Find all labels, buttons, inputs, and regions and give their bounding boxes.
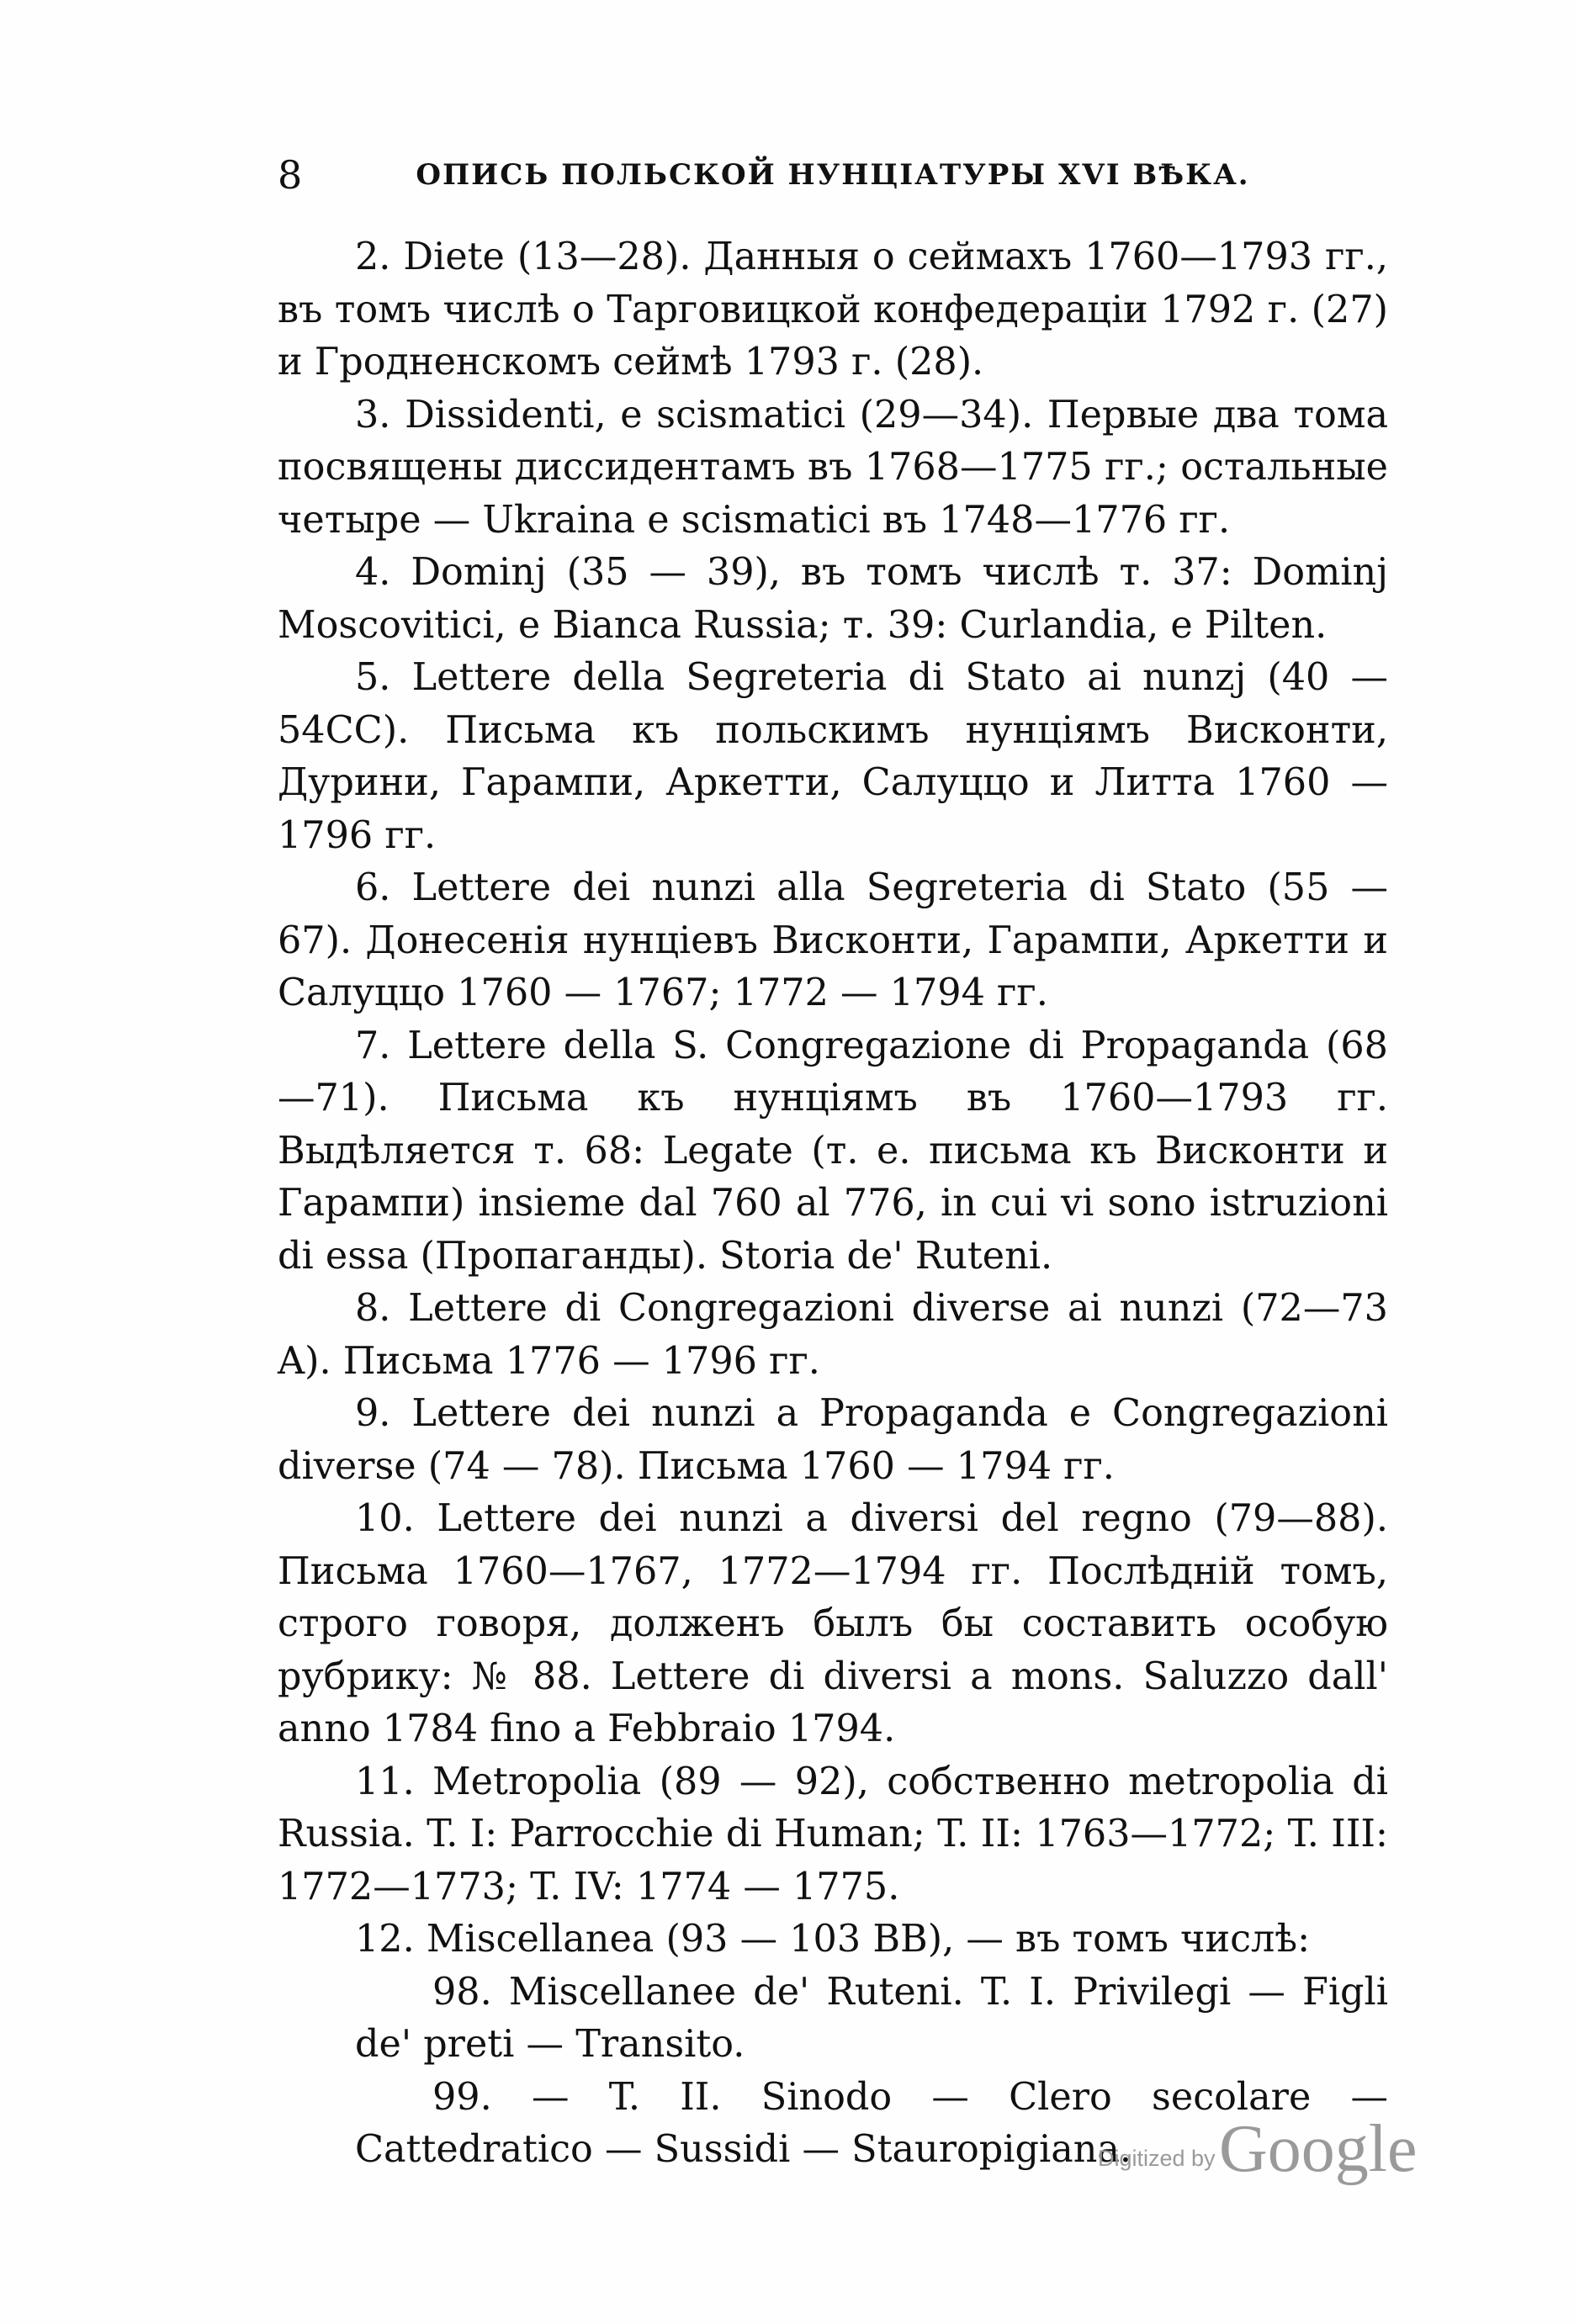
paragraph-9: 9. Lettere dei nunzi a Propaganda e Congregazioni diverse (74 — 78). Письма 1760 — 1794 гг. xyxy=(278,1392,1388,1488)
paragraph-8: 8. Lettere di Congregazioni diverse ai nunzi (72—73 A). Письма 1776 — 1796 гг. xyxy=(278,1287,1388,1383)
paragraph-12: 12. Miscellanea (93 — 103 BB), — въ томъ числѣ: xyxy=(355,1918,1311,1961)
subitem-98: 98. Miscellanee de' Ruteni. T. I. Privilegi — Figli de' preti — Transito. xyxy=(355,1970,1388,2066)
paragraph-5: 5. Lettere della Segreteria di Stato ai nunzj (40 — 54CC). Письма къ польскимъ нунціямъ Висконти, Дурини, Гарампи, Аркетти, Салуццо и Литта 1760 — 1796 гг. xyxy=(278,656,1388,857)
digitized-label: Digitized by xyxy=(1098,2146,1216,2171)
page-header xyxy=(278,150,1388,200)
paragraph-4: 4. Dominj (35 — 39), въ томъ числѣ т. 37: Dominj Moscoviticі, e Bianca Russia; т. 39: Curlandia, e Pilten. xyxy=(278,551,1388,647)
digitized-by-watermark xyxy=(1098,2111,1418,2188)
paragraph-2: 2. Diete (13—28). Данныя о сеймахъ 1760—1793 гг., въ томъ числѣ о Тарговицкой конфедераціи 1792 г. (27) и Гродненскомъ сеймѣ 1793 г. (28). xyxy=(278,236,1388,384)
paragraph-7: 7. Lettere della S. Congregazione di Propaganda (68 —71). Письма къ нунціямъ въ 1760—1793 гг. Выдѣляется т. 68: Legate (т. е. письма къ Висконти и Гарампи) insieme dal 760 al 776, in cui vi sono istruzioni di essa (Пропаганды). Storia de' Ruteni. xyxy=(278,1024,1388,1278)
paragraph-3: 3. Dissidenti, e scismatici (29—34). Первые два тома посвящены диссидентамъ въ 1768—1775 гг.; остальные четыре — Ukraina e scismatici въ 1748—1776 гг. xyxy=(278,393,1388,542)
running-title: ОПИСЬ ПОЛЬСКОЙ НУНЦІАТУРЫ XVI ВѢКА. xyxy=(416,158,1250,192)
page-body xyxy=(278,231,1388,2177)
page-number: 8 xyxy=(278,152,303,198)
paragraph-6: 6. Lettere dei nunzi alla Segreteria di Stato (55 — 67). Донесенія нунціевъ Висконти, Гарампи, Аркетти и Салуццо 1760 — 1767; 1772 — 1794 гг. xyxy=(278,866,1388,1014)
subitem-99: 99. — T. II. Sinodo — Clero secolare — Cattedratico — Sussidi — Stauropigiana. xyxy=(355,2075,1388,2171)
google-logo: Google xyxy=(1219,2112,1418,2186)
paragraph-10: 10. Lettere dei nunzi a diversi del regno (79—88). Письма 1760—1767, 1772—1794 гг. Послѣдній томъ, строго говоря, долженъ былъ бы составить особую рубрику: № 88. Lettere di diversi a mons. Saluzzo dall' anno 1784 fino a Febbraio 1794. xyxy=(278,1497,1388,1750)
paragraph-11: 11. Metropolia (89 — 92), собственно metropolia di Russia. T. I: Parrocchie di Human; T. II: 1763—1772; T. III: 1772—1773; T. IV: 1774 — 1775. xyxy=(278,1760,1388,1908)
